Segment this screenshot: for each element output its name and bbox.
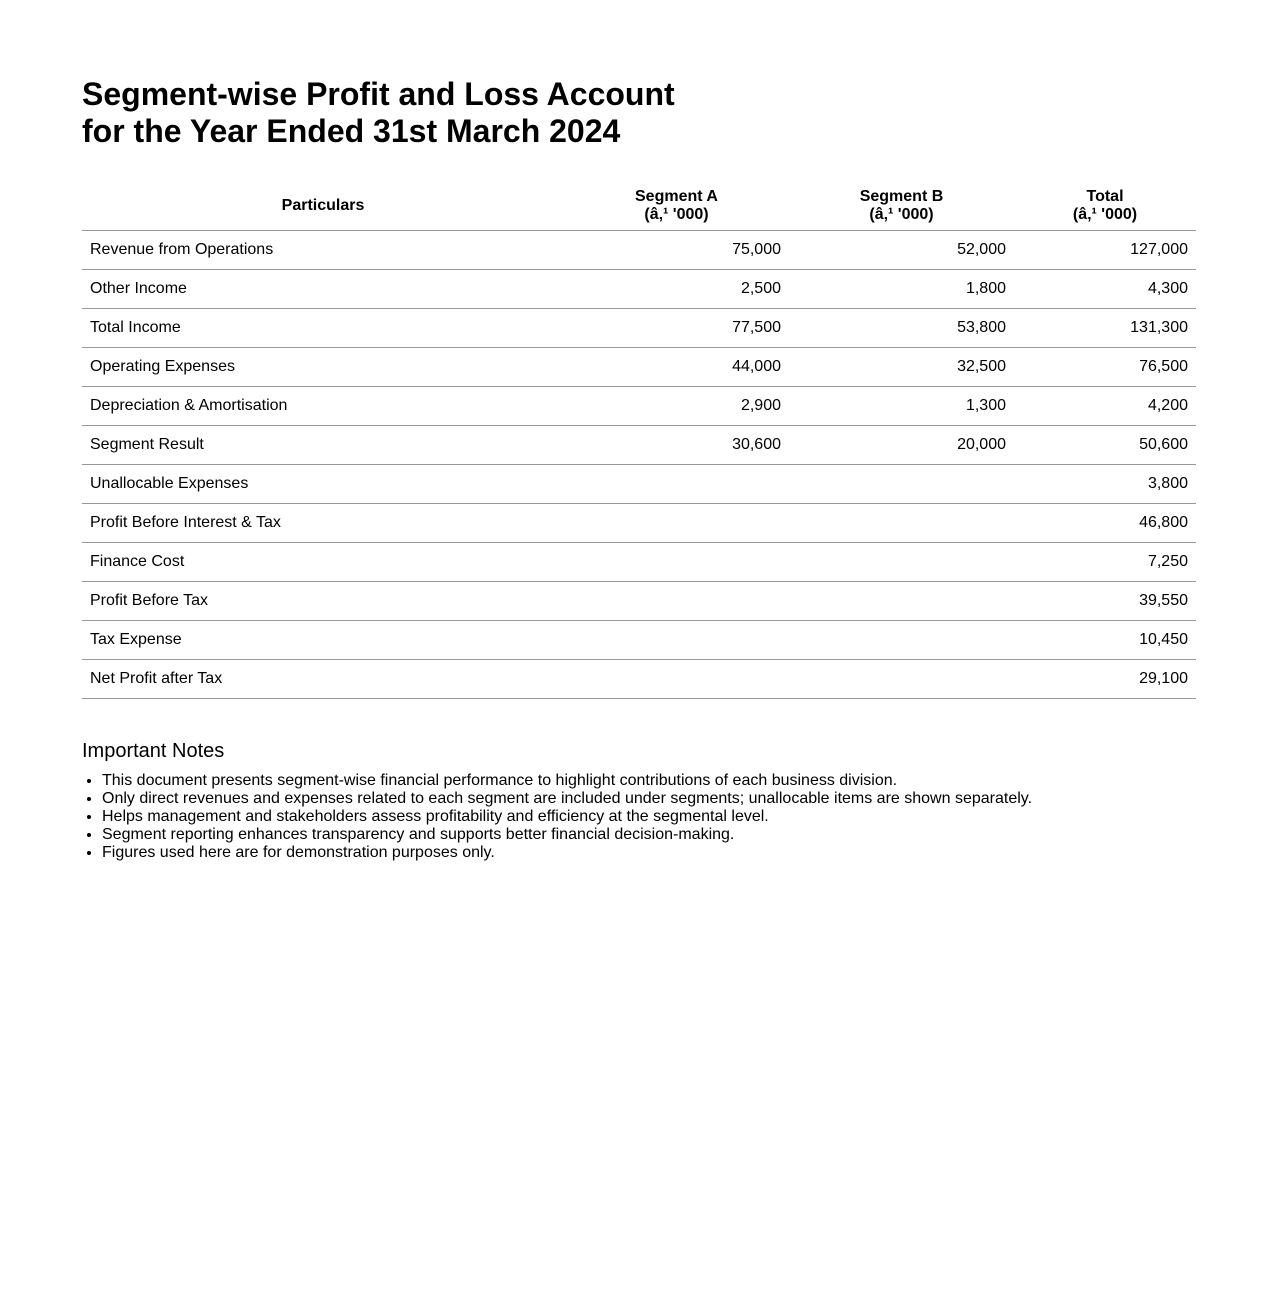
header-total: Total (â‚¹ '000)	[1014, 181, 1196, 231]
cell-segment-a: 2,900	[564, 387, 789, 426]
cell-segment-b	[789, 465, 1014, 504]
cell-total: 4,300	[1014, 270, 1196, 309]
table-row	[82, 582, 1196, 621]
header-particulars: Particulars	[82, 181, 564, 231]
cell-particular: Unallocable Expenses	[82, 465, 564, 504]
cell-particular: Profit Before Interest & Tax	[82, 504, 564, 543]
cell-total: 76,500	[1014, 348, 1196, 387]
cell-particular: Segment Result	[82, 426, 564, 465]
cell-particular: Total Income	[82, 309, 564, 348]
header-segment-a: Segment A (â‚¹ '000)	[564, 181, 789, 231]
cell-segment-b: 1,300	[789, 387, 1014, 426]
cell-segment-b	[789, 543, 1014, 582]
cell-segment-a	[564, 504, 789, 543]
cell-segment-a: 75,000	[564, 231, 789, 270]
cell-particular: Net Profit after Tax	[82, 660, 564, 699]
page-title	[82, 76, 1196, 150]
cell-segment-b	[789, 660, 1014, 699]
cell-segment-b: 20,000	[789, 426, 1014, 465]
cell-total: 29,100	[1014, 660, 1196, 699]
cell-total: 39,550	[1014, 582, 1196, 621]
cell-segment-b: 53,800	[789, 309, 1014, 348]
cell-segment-a	[564, 621, 789, 660]
page-title-line-1: Segment-wise Profit and Loss Account	[82, 76, 675, 112]
table-body	[82, 231, 1196, 699]
profit-loss-table	[82, 181, 1196, 699]
cell-segment-b	[789, 504, 1014, 543]
cell-total: 10,450	[1014, 621, 1196, 660]
cell-segment-b	[789, 621, 1014, 660]
table-row	[82, 231, 1196, 270]
cell-segment-b	[789, 582, 1014, 621]
cell-segment-b: 1,800	[789, 270, 1014, 309]
cell-segment-a: 77,500	[564, 309, 789, 348]
cell-total: 7,250	[1014, 543, 1196, 582]
cell-segment-a	[564, 543, 789, 582]
header-segment-b: Segment B (â‚¹ '000)	[789, 181, 1014, 231]
cell-particular: Revenue from Operations	[82, 231, 564, 270]
cell-total: 3,800	[1014, 465, 1196, 504]
cell-segment-b: 52,000	[789, 231, 1014, 270]
cell-total: 46,800	[1014, 504, 1196, 543]
cell-total: 50,600	[1014, 426, 1196, 465]
cell-segment-a: 30,600	[564, 426, 789, 465]
note-item: • Only direct revenues and expenses related to each segment are included under segments; unallocable items are shown separately.	[102, 790, 1196, 808]
table-row	[82, 387, 1196, 426]
cell-particular: Tax Expense	[82, 621, 564, 660]
table-row	[82, 543, 1196, 582]
page-title-line-2: for the Year Ended 31st March 2024	[82, 113, 621, 149]
table-row	[82, 660, 1196, 699]
cell-segment-b: 32,500	[789, 348, 1014, 387]
cell-total: 4,200	[1014, 387, 1196, 426]
table-row	[82, 348, 1196, 387]
table-row	[82, 426, 1196, 465]
table-row	[82, 621, 1196, 660]
cell-segment-a: 2,500	[564, 270, 789, 309]
notes-list	[82, 772, 1196, 862]
table-row	[82, 309, 1196, 348]
cell-segment-a	[564, 660, 789, 699]
table-row	[82, 465, 1196, 504]
note-item: • This document presents segment-wise financial performance to highlight contributions of each business division.	[102, 772, 1196, 790]
cell-particular: Operating Expenses	[82, 348, 564, 387]
cell-segment-a: 44,000	[564, 348, 789, 387]
note-item: • Helps management and stakeholders assess profitability and efficiency at the segmental level.	[102, 808, 1196, 826]
table-header-row	[82, 181, 1196, 231]
cell-total: 131,300	[1014, 309, 1196, 348]
notes-heading: Important Notes	[82, 740, 225, 762]
cell-particular: Depreciation & Amortisation	[82, 387, 564, 426]
note-item: • Figures used here are for demonstration purposes only.	[102, 844, 1196, 862]
cell-particular: Other Income	[82, 270, 564, 309]
note-item: • Segment reporting enhances transparency and supports better financial decision-making.	[102, 826, 1196, 844]
cell-segment-a	[564, 582, 789, 621]
table-row	[82, 504, 1196, 543]
cell-total: 127,000	[1014, 231, 1196, 270]
table-row	[82, 270, 1196, 309]
cell-particular: Profit Before Tax	[82, 582, 564, 621]
cell-segment-a	[564, 465, 789, 504]
cell-particular: Finance Cost	[82, 543, 564, 582]
